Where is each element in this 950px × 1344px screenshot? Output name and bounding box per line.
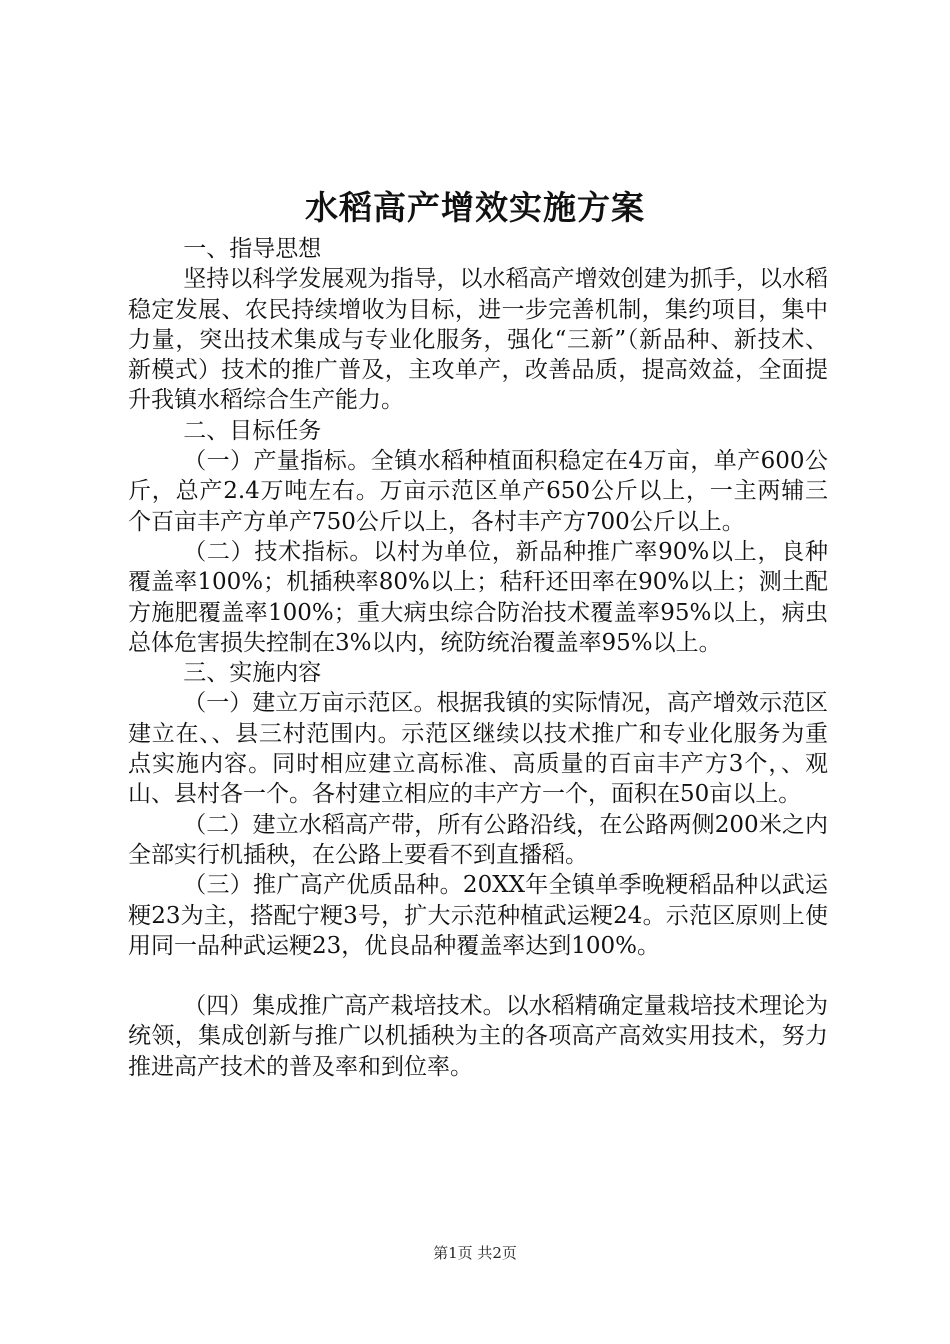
paragraph-varieties: （三）推广高产优质品种。20XX年全镇单季晚粳稻品种以武运粳23为主，搭配宁粳3号，扩大示范种植武运粳24。示范区原则上使用同一品种武运粳23，优良品种覆盖率达到100%。 (128, 872, 828, 959)
document-title: 水稻高产增效实施方案 (305, 188, 645, 227)
section-heading-guiding-thought: 一、指导思想 (183, 236, 322, 262)
paragraph-yield-targets: （一）产量指标。全镇水稻种植面积稳定在4万亩，单产600公斤，总产2.4万吨左右。万亩示范区单产650公斤以上，一主两辅三个百亩丰产方单产750公斤以上，各村丰产方700公斤以上。 (128, 448, 828, 535)
section-heading-goals: 二、目标任务 (183, 417, 322, 444)
paragraph-cultivation-tech: （四）集成推广高产栽培技术。以水稻精确定量栽培技术理论为统领，集成创新与推广以机插秧为主的各项高产高效实用技术，努力推进高产技术的普及率和到位率。 (128, 993, 828, 1080)
document-body (128, 234, 828, 1082)
section-heading-implementation: 三、实施内容 (183, 660, 322, 687)
page-footer: 第1页 共2页 (433, 1244, 517, 1262)
paragraph-high-yield-belt: （二）建立水稻高产带，所有公路沿线，在公路两侧200米之内全部实行机插秧，在公路上要看不到直播稻。 (128, 811, 828, 868)
paragraph-guiding-thought: 坚持以科学发展观为指导，以水稻高产增效创建为抓手，以水稻稳定发展、农民持续增收为目标，进一步完善机制，集约项目，集中力量，突出技术集成与专业化服务，强化“三新”（新品种、新技术、新模式）技术的推广普及，主攻单产，改善品质，提高效益，全面提升我镇水稻综合生产能力。 (128, 266, 828, 414)
paragraph-demo-zone: （一）建立万亩示范区。根据我镇的实际情况，高产增效示范区建立在、、县三村范围内。示范区继续以技术推广和专业化服务为重点实施内容。同时相应建立高标准、高质量的百亩丰产方3个，、观山、县村各一个。各村建立相应的丰产方一个，面积在50亩以上。 (128, 690, 828, 808)
paragraph-technical-targets: （二）技术指标。以村为单位，新品种推广率90%以上，良种覆盖率100%；机插秧率80%以上；秸秆还田率在90%以上；测土配方施肥覆盖率100%；重大病虫综合防治技术覆盖率95%以上，病虫总体危害损失控制在3%以内，统防统治覆盖率95%以上。 (128, 538, 828, 656)
